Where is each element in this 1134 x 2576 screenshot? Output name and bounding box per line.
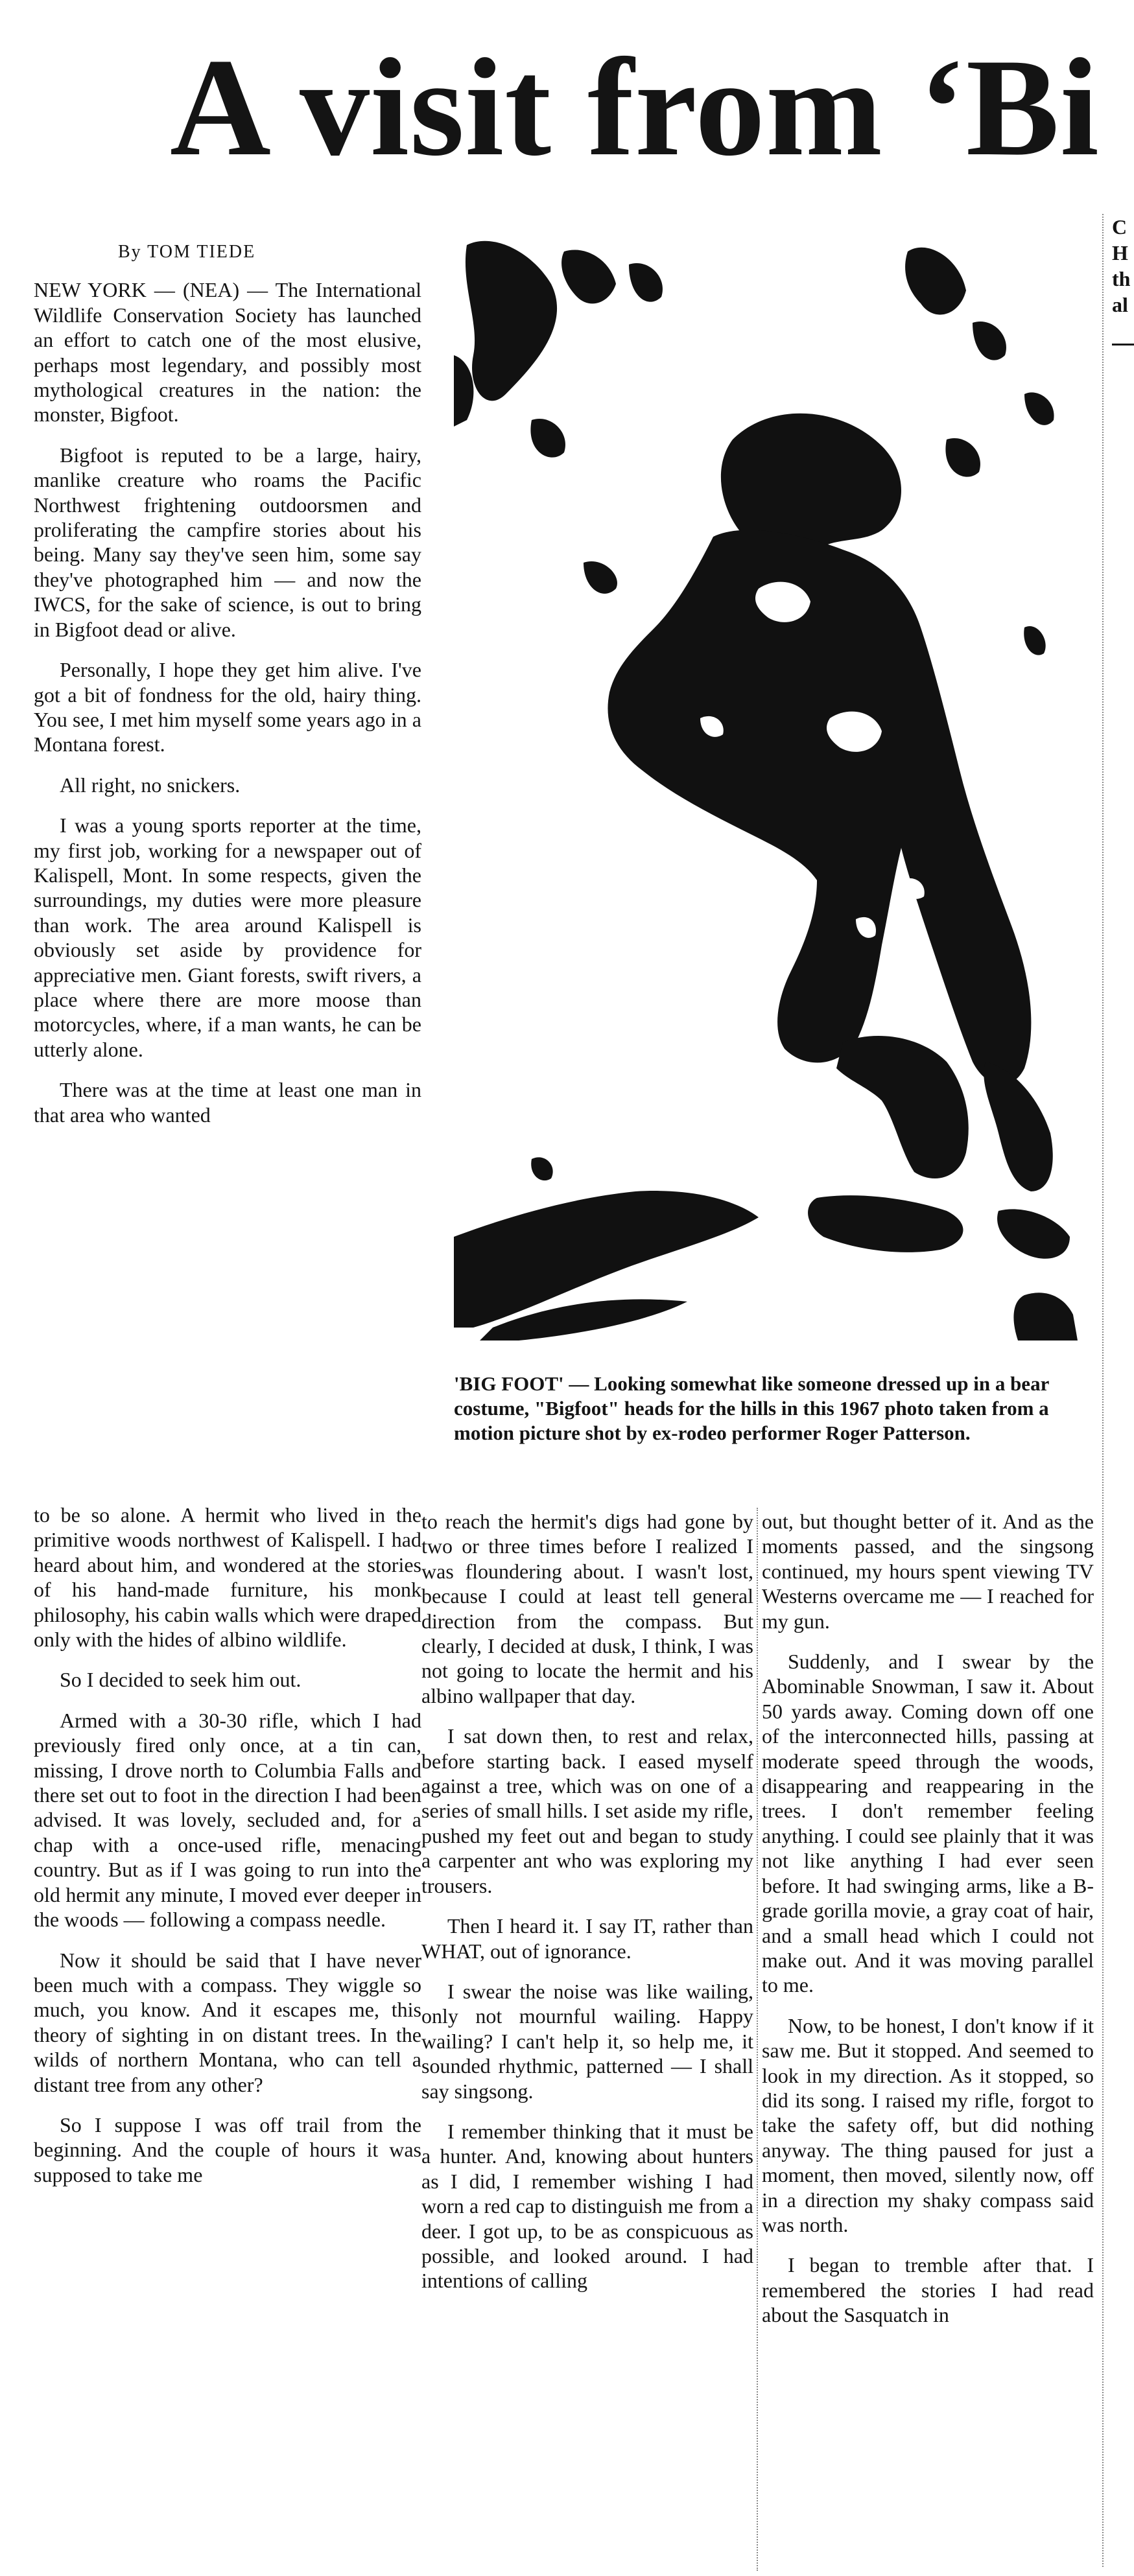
paragraph: NEW YORK — (NEA) — The International Wildlife Conservation Society has launched an effort to catch one of the most elusive, perhaps most legendary, and possibly most mythological creatures in the nation: the monster, Bigfoot. [34, 278, 421, 427]
article-column-1-continued [34, 1503, 421, 2203]
paragraph: I began to tremble after that. I remembered the stories I had read about the Sasquatch in [762, 2253, 1094, 2327]
paragraph: out, but thought better of it. And as the moments passed, and the singsong continued, my hours spent viewing TV Westerns overcame me — I reached for my gun. [762, 1510, 1094, 1633]
paragraph: Bigfoot is reputed to be a large, hairy, manlike creature who roams the Pacific Northwest frightening outdoorsmen and proliferating the campfire stories about his being. Many say they've seen him, some say they've photographed him — and now the IWCS, for the sake of science, is out to bring in Bigfoot dead or alive. [34, 443, 421, 641]
paragraph: Armed with a 30-30 rifle, which I had previously fired only once, at a tin can, missing, I drove north to Columbia Falls and there set out to foot in the direction I had been advised. It was lovely, secluded and, for a chap with a once-used rifle, menacing country. But as if I was going to run into the old hermit any minute, I moved ever deeper in the woods — following a compass needle. [34, 1708, 421, 1932]
paragraph: There was at the time at least one man in that area who wanted [34, 1078, 421, 1127]
paragraph: Now, to be honest, I don't know if it saw me. But it stopped. And seemed to look in my direction. As it stopped, so did its song. I raised my rifle, forgot to take the safety off, but did nothing anyway. The thing paused for just a moment, then moved, silently now, off in a direction my shaky compass said was north. [762, 2013, 1094, 2236]
column-rule [1102, 214, 1104, 2567]
fragment-text: C [1112, 215, 1128, 239]
paragraph: Then I heard it. I say IT, rather than WHAT, out of ignorance. [421, 1914, 753, 1963]
article-column-2 [421, 1509, 753, 2309]
paragraph: So I suppose I was off trail from the beginning. And the couple of hours it was supposed to take me [34, 2113, 421, 2186]
paragraph: Personally, I hope they get him alive. I've got a bit of fondness for the old, hairy thing. You see, I met him myself some years ago in a Montana forest. [34, 658, 421, 756]
byline: By TOM TIEDE [118, 242, 256, 262]
column-rule [757, 1508, 758, 2571]
article-column-3 [762, 1509, 1094, 2343]
fragment-text: th [1112, 267, 1131, 290]
paragraph: So I decided to seek him out. [60, 1668, 301, 1692]
article-column-1 [34, 240, 421, 1143]
adjacent-article-fragment [1112, 214, 1134, 345]
bigfoot-photo [454, 226, 1078, 1341]
photo-caption: 'BIG FOOT' — Looking somewhat like someone dressed up in a bear costume, "Bigfoot" heads for the hills in this 1967 photo taken from a motion picture shot by ex-rodeo performer Roger Patterson. [454, 1372, 1049, 1444]
paragraph: Now it should be said that I have never been much with a compass. They wiggle so much, you know. And it escapes me, this theory of sighting in on distant trees. In the wilds of northern Montana, who can tell a distant tree from any other? [34, 1948, 421, 2096]
paragraph: to be so alone. A hermit who lived in the primitive woods northwest of Kalispell. I had heard about him, and wondered at the stories of his hand-made furniture, his monk philosophy, his cabin walls which were draped only with the hides of albino wildlife. [34, 1503, 421, 1652]
paragraph: All right, no snickers. [60, 773, 241, 797]
headline: A visit from ‘Bi [170, 30, 1100, 185]
fragment-text: al [1112, 293, 1128, 316]
fragment-text: H [1112, 241, 1128, 264]
paragraph: I sat down then, to rest and relax, before starting back. I eased myself against a tree, which was on one of a series of small hills. I set aside my rifle, pushed my feet out and began to study a carpenter ant who was exploring my trousers. [421, 1724, 753, 1897]
paragraph: I swear the noise was like wailing, only not mournful wailing. Happy wailing? I can't help it, so help me, it sounded rhythmic, patterned — I shall say singsong. [421, 1979, 753, 2103]
paragraph: I remember thinking that it must be a hunter. And, knowing about hunters as I did, I remember wishing I had worn a red cap to distinguish me from a deer. I got up, to be as conspicuous as possible, and looked around. I had intentions of calling [421, 2119, 753, 2293]
paragraph: Suddenly, and I swear by the Abominable Snowman, I saw it. About 50 yards away. Coming down off one of the interconnected hills, passing at moderate speed through the woods, disappearing and reappearing in the trees. I don't remember feeling anything. I could see plainly that it was not like anything I had ever seen before. It had swinging arms, like a B-grade gorilla movie, a gray coat of hair, and a small head which I could not make out. And it was moving parallel to me. [762, 1650, 1094, 1997]
paragraph: to reach the hermit's digs had gone by two or three times before I realized I was floundering about. I wasn't lost, because I could at least tell general direction from the compass. But clearly, I decided at dusk, I think, I was not going to locate the hermit and his albino wallpaper that day. [421, 1510, 753, 1707]
paragraph: I was a young sports reporter at the time, my first job, working for a newspaper out of Kalispell, Mont. In some respects, given the surroundings, my duties were more pleasure than work. The area around Kalispell is obviously set aside by providence for appreciative men. Giant forests, swift rivers, a place where there are more moose than motorcycles, where, if a man wants, he can be utterly alone. [34, 814, 421, 1061]
